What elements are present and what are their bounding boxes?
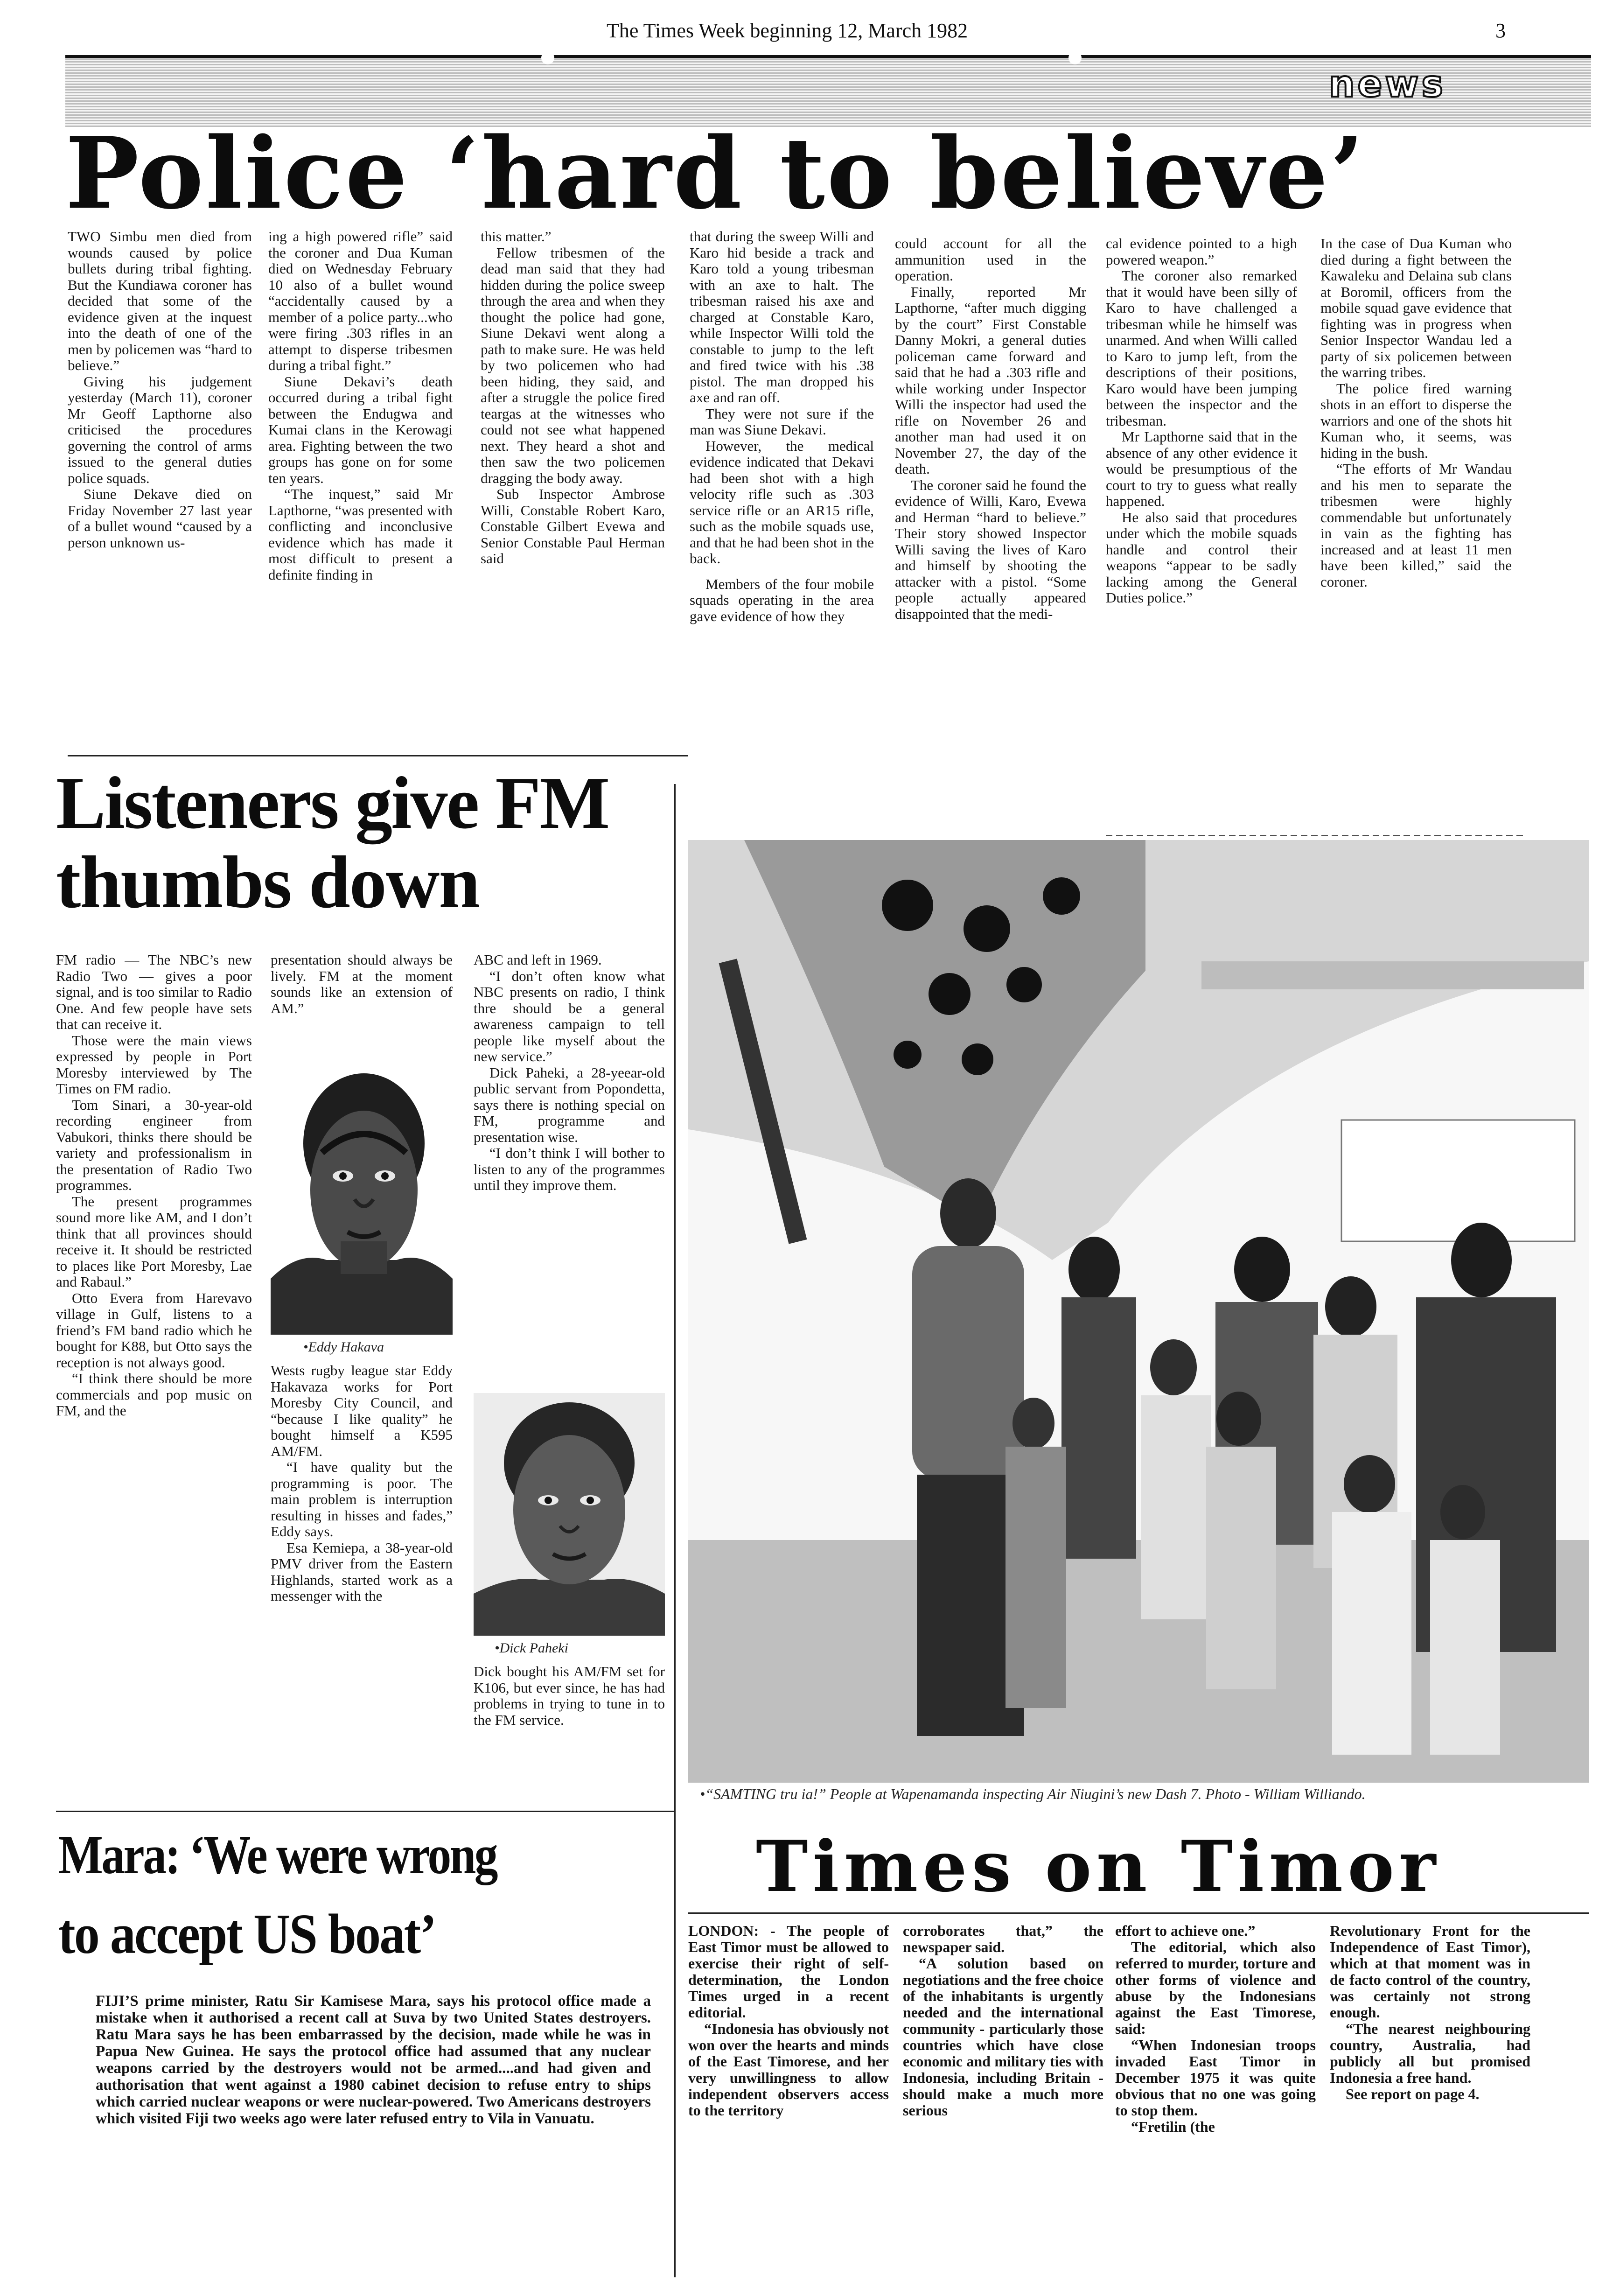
police-column-1 [68,229,252,751]
eddy-caption: •Eddy Hakava [303,1339,384,1355]
police-col7-para-3: “The efforts of Mr Wandau and his men to separate the tribesmen were highly commendable but unfortunately in vain as the fighting has increased and at least 11 men have been killed,” said the coroner. [1320,461,1512,590]
police-col3-para-2: Fellow tribesmen of the dead man said that they had hidden during the police sweep through the area and when they thought the police had gone, Siune Dekavi went along a path to make sure. He was held by two policemen who had been hiding, they said, and after a struggle the police fired teargas at the witnesses who could not see what happened next. They heard a shot and then saw the two policemen dragging the body away. [481,244,665,486]
fm-right-rule [674,784,676,2277]
police-col1-para-1: TWO Simbu men died from wounds caused by police bullets during tribal fighting. But the Kundiawa coroner has decided that some of the evidence given at the inquest into the death of one of the men by policemen was “hard to believe.” [68,229,252,373]
police-col6-para-1: cal evidence pointed to a high powered weapon.” [1106,236,1297,268]
fm-col3-para-3: Dick Paheki, a 28-yeear-old public servant from Popondetta, says there is nothing special on FM, programme and presentation wise. [474,1064,665,1145]
police-col1-para-3: Siune Dekave died on Friday November 27 last year of a bullet wound “caused by a person unknown us- [68,486,252,551]
fm-column-2-top [271,952,453,1055]
timor-col1-para-2: “Indonesia has obviously not won over the hearts and minds of the East Timorese, and her very unwillingness to allow independent observers access to the territory [688,2020,889,2119]
timor-col3-para-2: The editorial, which also referred to murder, torture and other forms of violence and abuse by the Indonesians against the East Timorese, said: [1115,1939,1316,2037]
fm-col1-para-4: The present programmes sound more like AM, and I don’t think that all provinces should receive it. It should be restricted to places like Port Moresby, Lae and Rabaul.” [56,1193,252,1290]
fm-col2b-para-1: Wests rugby league star Eddy Hakavaza works for Port Moresby City Council, and “because I like quality” he bought himself a K595 AM/FM. [271,1363,453,1459]
police-col4-para-4: Members of the four mobile squads operating in the area gave evidence of how they [690,575,874,624]
police-col2-para-1: ing a high powered rifle” said the coroner and Dua Kuman died on Wednesday February 10 also of a bullet wound “accidentally caused by a member of a police party...who were firing .303 rifles in an attempt to disperse tribesmen during a tribal fight.” [268,229,453,373]
timor-column-1 [688,1923,889,2287]
fm-col3-para-4: “I don’t think I will bother to listen to any of the programmes until they improve them. [474,1145,665,1193]
mara-top-rule [56,1811,676,1812]
police-col5-para-2: Finally, reported Mr Lapthorne, “after much digging by the court” First Constable Danny Mokri, a general duties policeman came forward and said that he had a .303 rifle and while working under Inspector Willi the inspector had used the rifle on November 26 and another man had used it on November 27, the day of the death. [895,283,1086,477]
police-col1-para-2: Giving his judgement yesterday (March 11), coroner Mr Geoff Lapthorne also criticised the procedures governing the control of arms issued to the general duties police squads. [68,373,252,486]
police-end-rule [68,755,688,756]
police-column-4 [690,229,874,821]
police-headline: Police ‘hard to believe’ [65,116,1366,231]
mara-body [96,1993,651,2263]
timor-col4-para-2: “The nearest neighbouring country, Australia, had publicly all but promised Indonesia a free hand. [1330,2020,1530,2086]
timor-column-4 [1330,1923,1530,2287]
timor-col2-para-1: corroborates that,” the newspaper said. [903,1923,1103,1955]
section-tag-news: news [1329,63,1446,105]
mara-body-para: FIJI’S prime minister, Ratu Sir Kamisese Mara, says his protocol office made a mistake when it authorised a recent call at Suva by two United States destroyers. Ratu Mara says he has been embarrassed by the decision, made while he was in Papua New Guinea. He says the protocol office had assumed that any nuclear weapons carried by the destroyers would not be armed....and had given and authorisation that went against a 1980 cabinet decision to refuse entry to ships which carried nuclear weapons or were nuclear-powered. Two Americans destroyers which visited Fiji two weeks ago were later refused entry to Vila in Vanuatu. [96,1993,651,2127]
fm-col3-para-1: ABC and left in 1969. [474,952,602,968]
police-column-7 [1320,236,1512,824]
fm-col3b-para-1: Dick bought his AM/FM set for K106, but ever since, he has had problems in trying to tune in to the FM service. [474,1664,665,1728]
fm-column-1 [56,952,252,1792]
timor-underline [688,1912,1589,1914]
police-col5-para-1: could account for all the ammunition used in the operation. [895,236,1086,284]
banner-notch-right [1068,51,1082,64]
fm-col1-para-2: Those were the main views expressed by people in Port Moresby interviewed by The Times on FM radio. [56,1032,252,1097]
police-col4-para-2: They were not sure if the man was Siune Dekavi. [690,405,874,438]
fm-col2b-para-2: “I have quality but the programming is poor. The main problem is interruption resulting in hisses and fades,” Eddy says. [271,1459,453,1540]
fm-col1-para-5: Otto Evera from Harevavo village in Gulf, listens to a friend’s FM band radio which he bought for K88, but Otto says the reception is not always good. [56,1289,252,1371]
fm-col2b-para-3: Esa Kemiepa, a 38-year-old PMV driver from the Eastern Highlands, started work as a messenger with the [271,1539,453,1604]
fm-col1-para-3: Tom Sinari, a 30-year-old recording engineer from Vabukori, thinks there should be variety and professionalism in the presentation of Radio Two programmes. [56,1096,252,1193]
timor-col1-para-1: LONDON: - The people of East Timor must be allowed to exercise their right of self-determination, the London Times urged in a recent editorial. [688,1923,889,2021]
fm-column-3-top [474,952,665,1381]
police-col7-para-2: The police fired warning shots in an effort to disperse the warriors and one of the shots hit Kuman who, it seems, was hiding in the bush. [1320,380,1512,461]
masthead-title: The Times Week beginning 12, March 1982 [607,19,968,42]
police-dash-rule [1106,835,1526,836]
fm-col2-para-1: presentation should always be lively. FM at the moment sounds like an extension of AM.” [271,952,453,1016]
police-column-5 [895,236,1086,824]
police-col4-para-1: that during the sweep Willi and Karo hid beside a track and Karo told a young tribesman with an axe to halt. The tribesman raised his axe and charged at Constable Karo, while Inspector Willi told the constable to jump to the left and fired twice with his .38 pistol. The man dropped his axe and ran off. [690,229,874,406]
main-photo-caption: •“SAMTING tru ia!” People at Wapenamanda inspecting Air Niugini’s new Dash 7. Photo - William Williando. [700,1785,1366,1802]
fm-col1-para-1: FM radio — The NBC’s new Radio Two — gives a poor signal, and is too similar to Radio One. And few people have sets that can receive it. [56,952,252,1032]
page-number: 3 [1495,19,1506,42]
mara-headline-line-1: Mara: ‘We were wrong [58,1824,497,1885]
dash7-main-photo [688,840,1589,1783]
police-col6-para-3: Mr Lapthorne said that in the absence of any other evidence it would be presumptious of the court to try to guess what really happened. [1106,428,1297,509]
mara-headline-line-2: to accept US boat’ [58,1903,436,1966]
timor-col3-para-4: “Fretilin (the [1131,2118,1215,2135]
fm-col1-para-6: “I think there should be more commercials and pop music on FM, and the [56,1370,252,1419]
timor-col4-para-3: See report on page 4. [1346,2086,1480,2102]
fm-headline-line-2: thumbs down [56,840,480,924]
police-column-6 [1106,236,1297,824]
fm-col3-para-2: “I don’t often know what NBC presents on radio, I think thre should be a general awareness campaign to tell people like myself about the new service.” [474,967,665,1064]
timor-col4-para-1: Revolutionary Front for the Independence of East Timor), which at that moment was in de facto control of the country, was certainly not strong enough. [1330,1923,1530,2021]
police-col2-para-2: Siune Dekavi’s death occurred during a tribal fight between the Endugwa and Kumai clans in the Kerowagi area. Fighting between the two groups has gone on for some ten years. [268,373,453,486]
timor-headline: Times on Timor [756,1826,1441,1908]
fm-headline-line-1: Listeners give FM [56,761,609,844]
dick-paheki-photo [474,1393,665,1636]
police-col4-para-3: However, the medical evidence indicated that Dekavi had been shot with a high velocity rifle such as .303 service rifle or an AR15 rifle, such as the mobile squads use, and that he had been shot in the back. [690,437,874,567]
police-column-3 [481,229,665,751]
eddy-hakava-photo [271,1055,453,1335]
police-col2-para-3: “The inquest,” said Mr Lapthorne, “was presented with conflicting and inconclusive evidence which has made it most difficult to present a definite finding in [268,486,453,583]
fm-column-3-bottom [474,1664,665,1794]
fm-column-2-bottom [271,1363,453,1820]
banner-notch-left [541,51,554,64]
timor-col3-para-3: “When Indonesian troops invaded East Timor in December 1975 it was quite obvious that no one was going to stop them. [1115,2037,1316,2119]
timor-column-2 [903,1923,1103,2287]
police-col6-para-4: He also said that procedures under which the mobile squads handle and control their weapons “appear to be sadly lacking among the General Duties police.” [1106,509,1297,606]
police-column-2 [268,229,453,751]
timor-column-3 [1115,1923,1316,2287]
dick-caption: •Dick Paheki [495,1640,568,1656]
police-col3-para-3: Sub Inspector Ambrose Willi, Constable Robert Karo, Constable Gilbert Evewa and Senior Constable Paul Herman said [481,486,665,567]
timor-col3-para-1: effort to achieve one.” [1115,1923,1256,1939]
police-col7-para-1: In the case of Dua Kuman who died during a fight between the Kawaleku and Delaina sub clans at Boromil, officers from the mobile squad gave evidence that fighting was in progress when Senior Inspector Wandau led a party of six policemen between the warring tribes. [1320,236,1512,380]
timor-col2-para-2: “A solution based on negotiations and the free choice of the inhabitants is urgently needed and the international community - particularly those countries which have close economic and military ties with Indonesia, including Britain - should make a much more serious [903,1955,1103,2119]
police-col3-para-1: this matter.” [481,229,552,245]
police-col5-para-3: The coroner said he found the evidence of Willi, Karo, Evewa and Herman “hard to believe.” Their story showed Inspector Willi saving the lives of Karo and himself by shooting the attacker with a pistol. “Some people actually appeared disappointed that the medi- [895,476,1086,622]
police-col6-para-2: The coroner also remarked that it would have been silly of Karo to have challenged a tribesman while he himself was unarmed. And when Willi called to Karo to jump left, from the descriptions of their positions, Karo would have been jumping between the inspector and the tribesman. [1106,267,1297,429]
